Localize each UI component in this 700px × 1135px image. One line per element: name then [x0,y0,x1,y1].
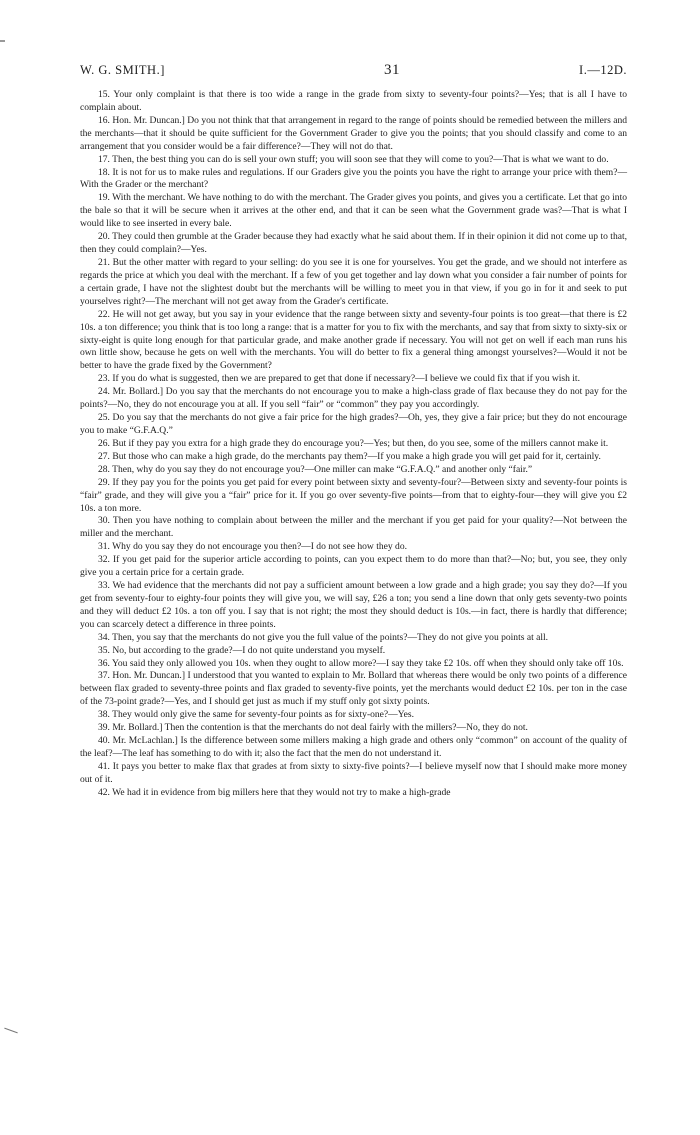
paragraph: 32. If you get paid for the superior article according to points, can you expect them to do more than that?—No; but, you see, they only give you a certain price for a certain grade. [80,554,627,579]
paragraph: 35. No, but according to the grade?—I do not quite understand you myself. [98,644,386,656]
paragraph: 39. Mr. Bollard.] Then the contention is that the merchants do not deal fairly with the millers?—No, they do not. [98,722,528,734]
paragraph: 36. You said they only allowed you 10s. when they ought to allow more?—I say they take £2 10s. off when they should only take off 10s. [98,657,624,669]
paragraph: 33. We had evidence that the merchants did not pay a sufficient amount between a low grade and a high grade; you say they do?—If you get from seventy-four to eighty-four points they will give you, we will say, £26 a ton; you send a line down that only gets seventy-two points and they will deduct £2 10s. a ton off you. I say that is not right; the most they should deduct is 10s.—in fact, there is hardly that difference; you can scarcely detect a difference in three points. [80,580,627,630]
paper-reference: I.—12D. [579,63,627,77]
paragraph: 26. But if they pay you extra for a high grade they do encourage you?—Yes; but then, do you see, some of the millers cannot make it. [98,437,609,449]
paragraph: 31. Why do you say they do not encourage you then?—I do not see how they do. [98,541,407,553]
paragraph: 18. It is not for us to make rules and regulations. If our Graders give you the points you have the right to arrange your price with them?—With the Grader or the merchant? [80,166,627,191]
paragraph: 40. Mr. McLachlan.] Is the difference between some millers making a high grade and others only “common” on account of the quality of the leaf?—The leaf has something to do with it; also the fact that the men do not understand it. [80,735,627,760]
paragraph: 21. But the other matter with regard to your selling: do you see it is one for yourselves. You get the grade, and we should not interfere as regards the price at which you deal with the merchant. If a few of you get together and lay down what you consider a fair number of points for a certain grade, I have not the slightest doubt but the merchants will be willing to meet you in that view, if you go in for it and seek to put yourselves right?—The merchant will not get away from the Grader's certificate. [80,256,627,307]
paragraph: 38. They would only give the same for seventy-four points as for sixty-one?—Yes. [98,709,414,721]
paragraph: 42. We had it in evidence from big millers here that they would not try to make a high-grade [98,786,451,798]
paragraph: 15. Your only complaint is that there is too wide a range in the grade from sixty to seventy-four points?—Yes; that is all I have to complain about. [80,89,627,113]
paragraph: 23. If you do what is suggested, then we are prepared to get that done if necessary?—I believe we could fix that if you wish it. [98,373,580,385]
margin-mark-bottom [4,1028,17,1034]
paragraph: 17. Then, the best thing you can do is sell your own stuff; you will soon see that they will come to you?—That is what we want to do. [98,153,609,165]
running-header [80,62,627,79]
paragraph: 19. With the merchant. We have nothing to do with the merchant. The Grader gives you points, and gives you a certificate. Let that go into the bale so that it will be secure when it arrives at the other end, and that it can be seen what the Government grade was?—That is what I would like to see inserted in every bale. [80,192,627,230]
paragraph: 34. Then, you say that the merchants do not give you the full value of the points?—They do not give you points at all. [98,631,549,643]
paragraph: 16. Hon. Mr. Duncan.] Do you not think that that arrangement in regard to the range of points should be remedied between the millers and the merchants—that it should be quite sufficient for the Government Grader to give you the points; that you should classify and come to an arrangement that you consider would be a fair difference?—They will not do that. [80,114,627,152]
paragraph: 41. It pays you better to make flax that grades at from sixty to sixty-five points?—I believe myself now that I should make more money out of it. [80,760,627,785]
margin-mark [0,40,5,42]
paragraph: 27. But those who can make a high grade, do the merchants pay them?—If you make a high grade you will get paid for it, certainly. [98,450,601,462]
page-number: 31 [383,62,400,78]
paragraph: 20. They could then grumble at the Grader because they had exactly what he said about them. If in their opinion it did not come up to that, then they could complain?—Yes. [80,231,627,256]
paragraph: 30. Then you have nothing to complain about between the miller and the merchant if you get paid for your quality?—Not between the miller and the merchant. [80,515,627,540]
paragraph: 37. Hon. Mr. Duncan.] I understood that you wanted to explain to Mr. Bollard that whereas there would be only two points of a difference between flax graded to seventy-three points and flax graded to seventy-five points, yet the merchants would deduct £2 10s. per ton in the case of the 73-point grade?—Yes, and I should get just as much if my stuff only got sixty points. [80,670,627,708]
header-witness: W. G. SMITH.] [80,63,165,77]
document-body [80,89,627,800]
paragraph: 25. Do you say that the merchants do not give a fair price for the high grades?—Oh, yes, they give a fair price; but they do not encourage you to make “G.F.A.Q.” [80,412,627,436]
paragraph: 22. He will not get away, but you say in your evidence that the range between sixty and seventy-four points is too great—that there is £2 10s. a ton difference; you think that is too long a range: that is a matter for you to fix with the merchants, and say that from sixty to sixty-six or sixty-eight is quite long enough for that particular grade, and make another grade if necessary. You will not get on well if each man runs his own little show, because he gets on well with the merchants. You will do better to fix a general thing amongst yourselves?—Would it not be better to have the grade fixed by the Government? [80,308,627,372]
paragraph: 29. If they pay you for the points you get paid for every point between sixty and seventy-four?—Between sixty and seventy-four points is “fair” grade, and they will give you a “fair” price for it. If you go over seventy-five points—from that to eighty-four—they will give you £2 10s. a ton more. [80,476,627,514]
paragraph: 24. Mr. Bollard.] Do you say that the merchants do not encourage you to make a high-class grade of flax because they do not pay for the points?—No, they do not encourage you at all. If you sell “fair” or “common” they pay you accordingly. [80,386,627,411]
document-page [80,62,627,800]
paragraph: 28. Then, why do you say they do not encourage you?—One miller can make “G.F.A.Q.” and another only “fair.” [98,463,533,475]
